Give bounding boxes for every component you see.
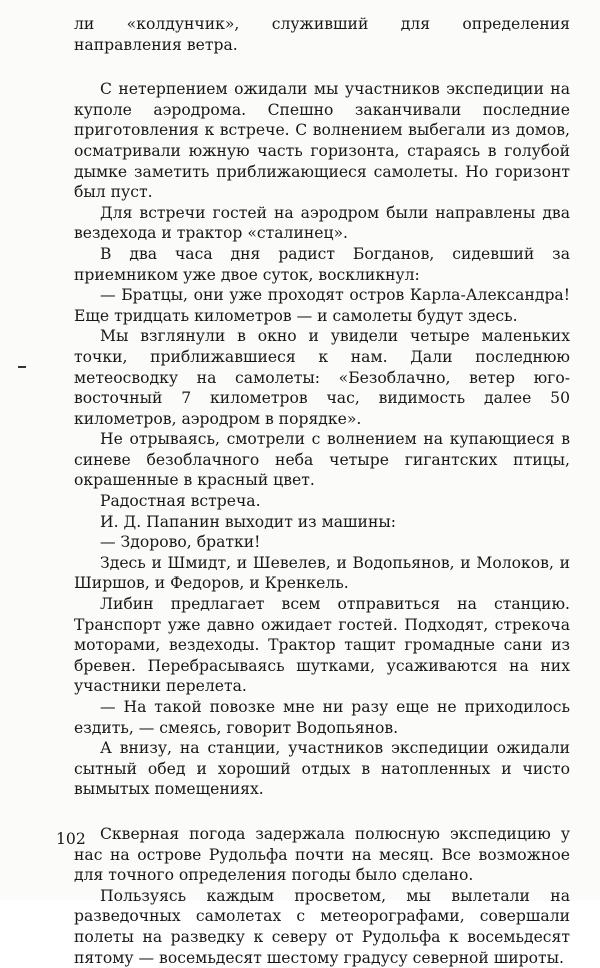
paragraph-continuation: ли «колдунчик», служивший для определения направления ветра. <box>74 15 570 54</box>
page-text <box>74 14 570 968</box>
paragraph: — Братцы, они уже проходят остров Карла-Александра! Еще тридцать километров — и самолеты будут здесь. <box>74 286 570 325</box>
paragraph: Радостная встреча. <box>100 492 261 511</box>
paragraph: Пользуясь каждым просветом, мы вылетали на разведочных самолетах с метеорографами, совершали полеты на разведку к северу от Рудольфа к восемьдесят пятому — восемьдесят шестому градусу северной широты. <box>74 886 570 967</box>
paragraph: В два часа дня радист Богданов, сидевший за приемником уже двое суток, воскликнул: <box>74 244 570 284</box>
paragraph: Для встречи гостей на аэродром были направлены два вездехода и трактор «сталинец». <box>74 203 570 243</box>
paragraph: С нетерпением ожидали мы участников экспедиции на куполе аэродрома. Спешно заканчивали последние приготовления к встрече. С волнением выбегали из домов, осматривали южную часть горизонта, стараясь в голубой дымке заметить приближающиеся самолеты. Но горизонт был пуст. <box>74 80 570 202</box>
paragraph: Скверная погода задержала полюсную экспедицию у нас на острове Рудольфа почти на месяц. Все возможное для точного определения погоды было сделано. <box>74 824 570 885</box>
paragraph: Не отрываясь, смотрели с волнением на купающиеся в синеве безоблачного неба четыре гигантских птицы, окрашенные в красный цвет. <box>74 430 570 490</box>
paragraph: А внизу, на станции, участников экспедиции ожидали сытный обед и хороший отдых в натопленных и чисто вымытых помещениях. <box>74 739 570 799</box>
paragraph: — Здорово, братки! <box>100 533 261 552</box>
page-number: 102 <box>56 830 86 848</box>
paragraph: Здесь и Шмидт, и Шевелев, и Водопьянов, и Молоков, и Ширшов, и Федоров, и Кренкель. <box>74 553 570 593</box>
paragraph: — На такой повозке мне ни разу еще не приходилось ездить, — смеясь, говорит Водопьянов. <box>74 698 570 737</box>
paragraph: И. Д. Папанин выходит из машины: <box>100 512 397 531</box>
paragraph: Мы взглянули в окно и увидели четыре маленьких точки, приближавшиеся к нам. Дали последнюю метеосводку на самолеты: «Безоблачно, ветер юго-восточный 7 километров час, видимость далее 50 километров, аэродром в порядке». <box>74 327 570 428</box>
paragraph: Либин предлагает всем отправиться на станцию. Транспорт уже давно ожидает гостей. Подходят, стрекоча моторами, вездеходы. Трактор тащит громадные сани из бревен. Перебрасываясь шутками, усаживаются на них участники перелета. <box>74 595 570 696</box>
margin-mark <box>18 366 26 368</box>
